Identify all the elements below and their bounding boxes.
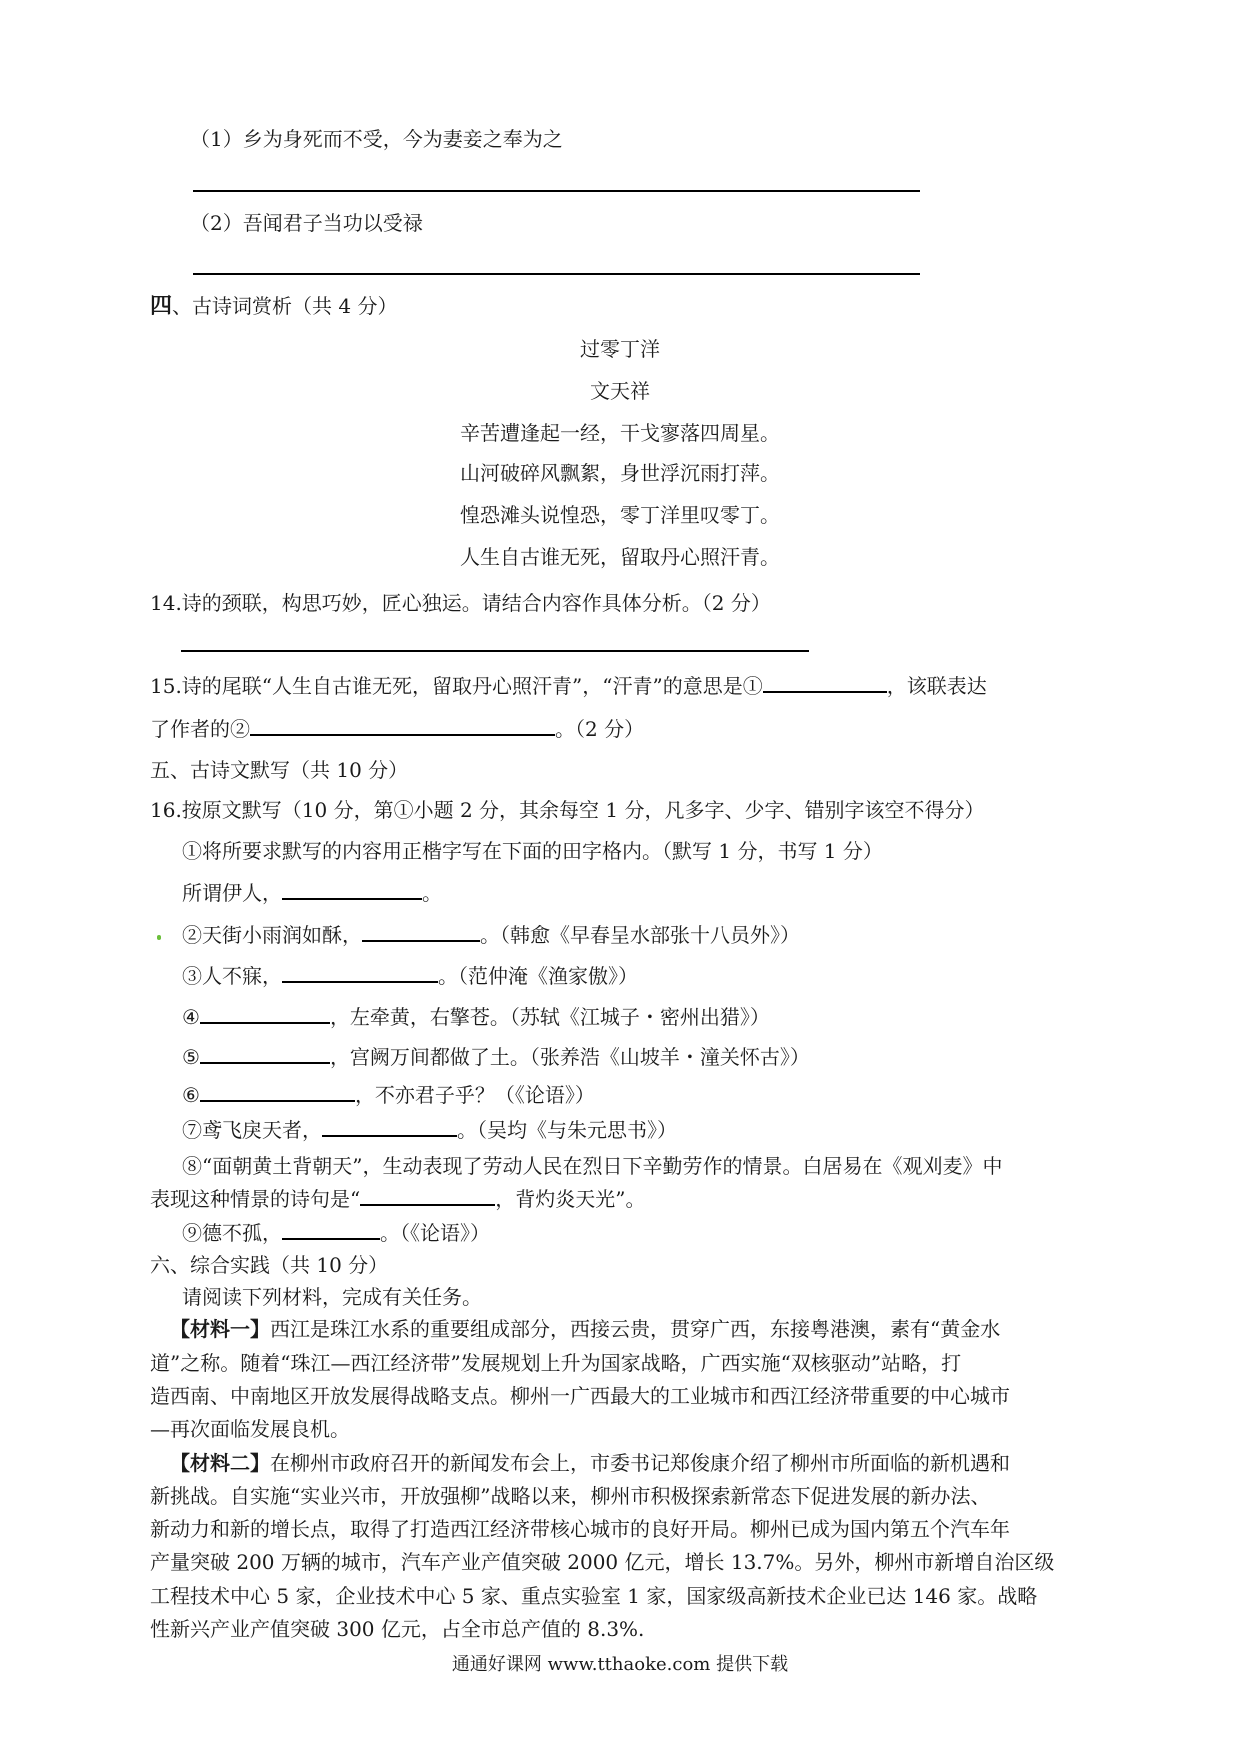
material-1-line-2: 道”之称。随着“珠江—西江经济带”发展规划上升为国家战略，广西实施“双核驱动”站略，打 xyxy=(150,1351,962,1375)
answer-blank[interactable] xyxy=(362,922,480,942)
section-6-intro: 请阅读下列材料，完成有关任务。 xyxy=(182,1285,482,1309)
material-2-line-5: 工程技术中心 5 家，企业技术中心 5 家、重点实验室 1 家，国家级高新技术企业已达 146 家。战略 xyxy=(150,1584,1038,1608)
material-1-line-4: —再次面临发展良机。 xyxy=(150,1417,350,1441)
q16-text: 。（韩愈《早春呈水部张十八员外》） xyxy=(480,923,800,947)
answer-line[interactable] xyxy=(181,650,809,652)
q16-text: 所谓伊人， xyxy=(182,881,282,905)
material-1-line-3: 造西南、中南地区开放发展得战略支点。柳州一广西最大的工业城市和西江经济带重要的中心城市 xyxy=(150,1384,1010,1408)
answer-blank[interactable] xyxy=(282,1220,380,1240)
q16-text: ⑤ xyxy=(182,1045,200,1069)
q16-text: ⑥ xyxy=(182,1083,200,1107)
question-14: 14.诗的颈联，构思巧妙，匠心独运。请结合内容作具体分析。（2 分） xyxy=(150,591,771,615)
q16-sub-8-line-2 xyxy=(150,1186,645,1212)
section-numeral: 四 xyxy=(150,293,173,319)
poem-title: 过零丁洋 xyxy=(580,337,660,361)
q15-text: 。（2 分） xyxy=(555,717,645,741)
q16-text: ，左牵黄，右擎苍。（苏轼《江城子・密州出猎》） xyxy=(329,1005,770,1029)
q15-text: 15.诗的尾联“人生自古谁无死，留取丹心照汗青”，“汗青”的意思是① xyxy=(150,674,763,698)
page-footer: 通通好课网 www.tthaoke.com 提供下载 xyxy=(451,1654,789,1675)
answer-line[interactable] xyxy=(193,190,920,192)
answer-blank[interactable] xyxy=(282,963,438,983)
section-heading-text: 、古诗词赏析（共 4 分） xyxy=(172,294,398,318)
q16-text: ，背灼炎天光”。 xyxy=(495,1187,646,1211)
q16-sub-3 xyxy=(182,963,638,989)
q16-sub-8-line-1: ⑧“面朝黄土背朝天”，生动表现了劳动人民在烈日下辛勤劳作的情景。白居易在《观刈麦》中 xyxy=(182,1154,1003,1178)
material-1-line-1 xyxy=(170,1316,1000,1342)
section-heading-4 xyxy=(150,293,397,319)
q16-text: 表现这种情景的诗句是“ xyxy=(150,1187,361,1211)
question-15-line-1 xyxy=(150,673,987,699)
answer-blank[interactable] xyxy=(322,1117,457,1137)
q15-text: ，该联表达 xyxy=(886,674,987,698)
q16-sub-1: ①将所要求默写的内容用正楷字写在下面的田字格内。（默写 1 分，书写 1 分） xyxy=(182,839,883,863)
q16-sub-1-line xyxy=(182,880,442,906)
q16-sub-6 xyxy=(182,1082,595,1108)
q16-text: 。（《论语》） xyxy=(380,1221,490,1245)
material-2-line-4: 产量突破 200 万辆的城市，汽车产业产值突破 2000 亿元，增长 13.7%。另外，柳州市新增自治区级 xyxy=(150,1550,1055,1574)
poem-line: 惶恐滩头说惶恐，零丁洋里叹零丁。 xyxy=(460,503,780,527)
q16-sub-7 xyxy=(182,1117,677,1143)
material-text: 在柳州市政府召开的新闻发布会上，市委书记郑俊康介绍了柳州市所面临的新机遇和 xyxy=(270,1451,1010,1475)
answer-blank[interactable] xyxy=(763,673,887,693)
q16-sub-9 xyxy=(182,1220,490,1246)
section-heading-6: 六、综合实践（共 10 分） xyxy=(150,1253,389,1277)
green-mark xyxy=(157,935,161,940)
poem-line: 辛苦遭逢起一经，干戈寥落四周星。 xyxy=(460,421,780,445)
poem-author: 文天祥 xyxy=(590,379,650,403)
answer-line[interactable] xyxy=(193,273,920,275)
q16-text: 。 xyxy=(422,881,442,905)
q16-text: ④ xyxy=(182,1005,200,1029)
material-label: 【材料二】 xyxy=(170,1451,270,1475)
q16-text: ⑦鸢飞戾天者， xyxy=(182,1118,322,1142)
answer-blank[interactable] xyxy=(282,880,422,900)
q16-sub-5 xyxy=(182,1044,810,1070)
material-2-line-3: 新动力和新的增长点，取得了打造西江经济带核心城市的良好开局。柳州已成为国内第五个汽车年 xyxy=(150,1517,1010,1541)
q16-text: ，宫阙万间都做了土。（张养浩《山坡羊・潼关怀古》） xyxy=(329,1045,810,1069)
section-heading-5: 五、古诗文默写（共 10 分） xyxy=(150,758,409,782)
q16-text: 。（吴均《与朱元思书》） xyxy=(457,1118,677,1142)
answer-blank[interactable] xyxy=(200,1082,355,1102)
q16-text: ⑨德不孤， xyxy=(182,1221,282,1245)
material-2-line-6: 性新兴产业产值突破 300 亿元，占全市总产值的 8.3%. xyxy=(150,1617,645,1641)
q16-text: ②天街小雨润如酥， xyxy=(182,923,362,947)
poem-line: 山河破碎风飘絮，身世浮沉雨打萍。 xyxy=(460,461,780,485)
poem-line: 人生自古谁无死，留取丹心照汗青。 xyxy=(460,545,780,569)
q16-text: ，不亦君子乎？（《论语》） xyxy=(354,1083,595,1107)
question-16-stem: 16.按原文默写（10 分，第①小题 2 分，其余每空 1 分，凡多字、少字、错别字该空不得分） xyxy=(150,798,985,822)
q15-text: 了作者的② xyxy=(150,717,250,741)
material-2-line-1 xyxy=(170,1450,1010,1476)
translation-item-2: （2）吾闻君子当功以受禄 xyxy=(190,211,423,235)
answer-blank[interactable] xyxy=(250,716,555,736)
q16-text: ③人不寐， xyxy=(182,964,282,988)
answer-blank[interactable] xyxy=(200,1044,330,1064)
translation-item-1: （1）乡为身死而不受，今为妻妾之奉为之 xyxy=(190,127,563,151)
answer-blank[interactable] xyxy=(200,1004,330,1024)
q16-text: 。（范仲淹《渔家傲》） xyxy=(438,964,638,988)
q16-sub-4 xyxy=(182,1004,770,1030)
q16-sub-2 xyxy=(182,922,800,948)
material-label: 【材料一】 xyxy=(170,1317,270,1341)
material-2-line-2: 新挑战。自实施“实业兴市，开放强柳”战略以来，柳州市积极探索新常态下促进发展的新办法、 xyxy=(150,1484,991,1508)
question-15-line-2 xyxy=(150,716,644,742)
answer-blank[interactable] xyxy=(360,1186,495,1206)
material-text: 西江是珠江水系的重要组成部分，西接云贵，贯穿广西，东接粤港澳，素有“黄金水 xyxy=(270,1317,1001,1341)
